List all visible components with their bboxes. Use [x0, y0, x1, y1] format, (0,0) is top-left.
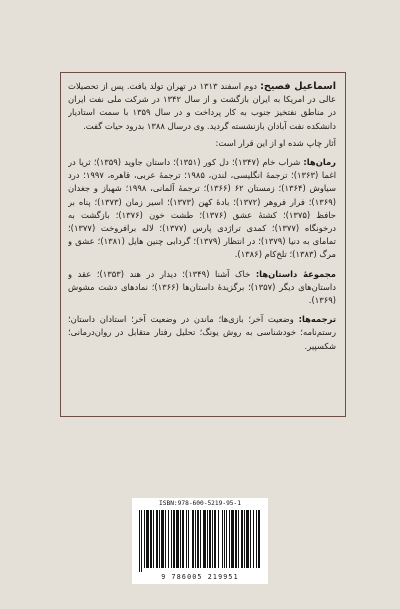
translations-list: وضعیت آخر؛ بازی‌ها؛ ماندن در وضعیت آخر؛ استادان داستان؛ رستم‌نامه؛ خودشناسی به روش یونگ؛ تحلیل رفتار متقابل در روان‌درمانی؛ شکسپیر. — [68, 314, 336, 351]
isbn-digits: 9 786005 219951 — [161, 573, 239, 581]
barcode-bar — [231, 510, 234, 568]
barcode-bar — [165, 510, 166, 568]
barcode-bar — [153, 510, 154, 568]
translations-label: ترجمه‌ها: — [298, 314, 336, 325]
barcode-bar — [229, 510, 230, 568]
author-bio-text: دوم اسفند ۱۳۱۳ در تهران تولد یافت. پس از تحصیلات عالی در امریکا به ایران بازگشت و از سال ۱۳۴۲ در شرکت ملی نفت ایران در مناطق نفتخیز جنوب به کار پرداخت و در سال ۱۳۵۹ با سمت استادیار دانشکده نفت آبادان بازنشسته گردید. وی درسال ۱۳۸۸ بدرود حیات گفت. — [68, 81, 336, 131]
barcode-bar — [192, 510, 194, 568]
barcode-bar — [141, 510, 142, 572]
collections-section — [68, 268, 336, 308]
barcode-bar — [253, 510, 254, 568]
barcode-bar — [200, 510, 201, 568]
author-bio — [68, 80, 336, 133]
novels-section — [68, 156, 336, 262]
barcode-bar — [214, 510, 216, 568]
barcode-bar — [188, 510, 189, 568]
barcode-bar — [156, 510, 158, 568]
barcode-bar — [238, 510, 239, 568]
barcode-bar — [195, 510, 196, 568]
barcode-bar — [250, 510, 251, 568]
barcode-bar — [161, 510, 164, 568]
author-name: اسماعیل فصیح: — [260, 81, 336, 92]
barcode-bar — [218, 510, 219, 568]
barcode-bar — [212, 510, 213, 568]
barcode-bar — [244, 510, 245, 568]
barcode-bar — [159, 510, 160, 568]
barcode-bar — [235, 510, 237, 568]
barcode-bar — [139, 510, 140, 572]
novels-list: شراب خام (۱۳۴۷)؛ دل کور (۱۳۵۱)؛ داستان جاوید (۱۳۵۹)؛ ثریا در اغما (۱۳۶۳)؛ ترجمهٔ انگلیسی، لندن، ۱۹۸۵؛ ترجمهٔ عربی، قاهره، ۱۹۹۷؛ درد سیاوش (۱۳۶۴)؛ زمستان ۶۲ (۱۳۶۶)؛ ترجمهٔ آلمانی، ۱۹۹۸؛ شهباز و جغدان (۱۳۶۹)؛ فرار فروهر (۱۳۷۲)؛ بادهٔ کهن (۱۳۷۳)؛ اسیر زمان (۱۳۷۳)؛ پناه بر حافظ (۱۳۷۵)؛ کشتهٔ عشق (۱۳۷۶)؛ طشت خون (۱۳۷۶)؛ بازگشت به درخونگاه (۱۳۷۷)؛ کمدی تراژدی پارس (۱۳۷۷)؛ لاله برافروخت (۱۳۷۷)؛ تماما‌ی به دنیا (۱۳۷۹)؛ در انتظار (۱۳۷۹)؛ گردابی چنین هایل (۱۳۸۱)؛ عشق و مرگ (۱۳۸۳)؛ تلخ‌کام (۱۳۸۶). — [68, 157, 336, 260]
author-info — [68, 80, 336, 410]
barcode-bar — [180, 510, 181, 568]
barcode-bar — [144, 510, 145, 568]
barcode-bar — [146, 510, 149, 568]
barcode-bar — [209, 510, 211, 568]
barcode-bar — [197, 510, 199, 568]
barcode-bar — [246, 510, 249, 568]
barcode-bar — [256, 510, 257, 568]
barcode-bar — [168, 510, 169, 568]
barcode-bar — [171, 510, 172, 568]
isbn-label: ISBN:978-600-5219-95-1 — [159, 500, 241, 507]
barcode-bar — [173, 510, 175, 568]
barcode-bars — [139, 510, 261, 572]
barcode-bar — [226, 510, 227, 568]
translations-section — [68, 313, 336, 353]
barcode-bar — [176, 510, 179, 568]
novels-label: رمان‌ها: — [303, 157, 336, 168]
barcode-bar — [203, 510, 206, 568]
barcode-bar — [186, 510, 187, 568]
barcode-bar — [222, 510, 223, 568]
isbn-barcode — [132, 498, 268, 584]
barcode-bar — [182, 510, 184, 568]
barcode-bar — [224, 510, 225, 568]
collections-list: خاک آشنا (۱۳۴۹)؛ دیدار در هند (۱۳۵۳)؛ عقد و داستان‌های دیگر (۱۳۵۷)؛ برگزیدهٔ داستان‌ها (۱۳۶۶)؛ نمادهای دشت مشوش (۱۳۶۹). — [68, 268, 336, 306]
barcode-bar — [258, 510, 260, 568]
barcode-bar — [207, 510, 208, 568]
barcode-bar — [150, 510, 152, 568]
barcode-bar — [241, 510, 243, 568]
works-intro: آثار چاپ شده او از این قرار است: — [215, 137, 336, 148]
collections-label: مجموعهٔ داستان‌ها: — [255, 268, 336, 279]
